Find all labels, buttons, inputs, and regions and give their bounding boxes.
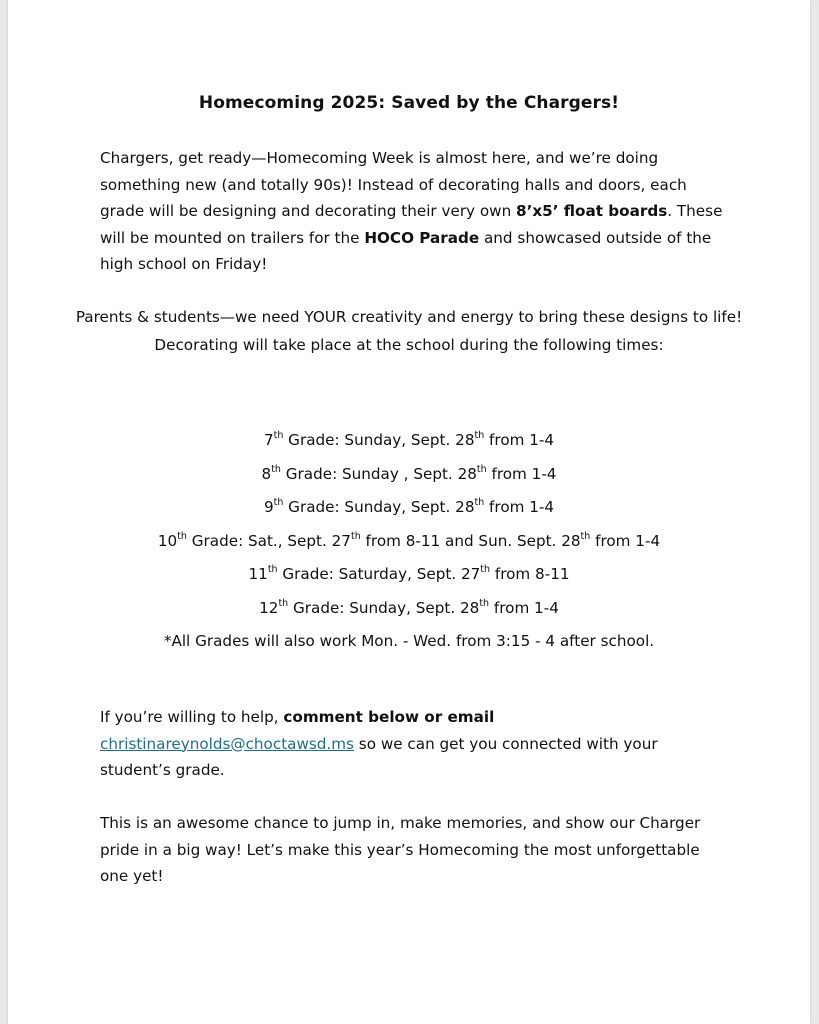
intro-bold-hoco-parade: HOCO Parade — [364, 228, 480, 247]
schedule-list — [68, 425, 750, 657]
help-bold: comment below or email — [283, 708, 495, 726]
help-text-2: so we can get you connected with your student’s grade. — [100, 734, 658, 779]
schedule-row: 8th Grade: Sunday , Sept. 28th from 1-4 — [261, 463, 557, 483]
closing-paragraph: This is an awesome chance to jump in, make memories, and show our Charger pride in a big way! Let’s make this year’s Homecoming the most unforgettable one yet! — [100, 814, 701, 885]
document-page — [8, 0, 810, 1024]
help-text-1: If you’re willing to help, — [100, 708, 284, 726]
schedule-row: 7th Grade: Sunday, Sept. 28th from 1-4 — [263, 430, 555, 449]
schedule-row: 10th Grade: Sat., Sept. 27th from 8-11 and Sun. Sept. 28th from 1-4 — [157, 530, 661, 550]
schedule-row: 11th Grade: Saturday, Sept. 27th from 8-11 — [248, 564, 570, 583]
intro-text-2: . These will be mounted on trailers for the — [100, 202, 723, 247]
intro-text-1: Chargers, get ready—Homecoming Week is almost here, and we’re doing something new (and totally 90s)! Instead of decorating halls and doors, each grade will be designing and decorating their very own — [100, 149, 687, 220]
intro-bold-float-boards: 8’x5’ float boards — [516, 202, 668, 220]
help-paragraph — [100, 704, 730, 784]
schedule-note: *All Grades will also work Mon. - Wed. from 3:15 - 4 after school. — [163, 632, 655, 650]
email-link[interactable]: christinareynolds@choctawsd.ms — [100, 734, 354, 753]
schedule-row: 9th Grade: Sunday, Sept. 28th from 1-4 — [263, 497, 555, 516]
intro-text-3: and showcased outside of the high school on Friday! — [100, 228, 712, 273]
schedule-row: 12th Grade: Sunday, Sept. 28th from 1-4 — [259, 597, 559, 617]
page-title: Homecoming 2025: Saved by the Chargers! — [198, 93, 620, 113]
intro-paragraph — [100, 145, 730, 278]
call-to-action: Parents & students—we need YOUR creativity and energy to bring these designs to life! Decorating will take place at the school during the following times: — [75, 308, 743, 354]
